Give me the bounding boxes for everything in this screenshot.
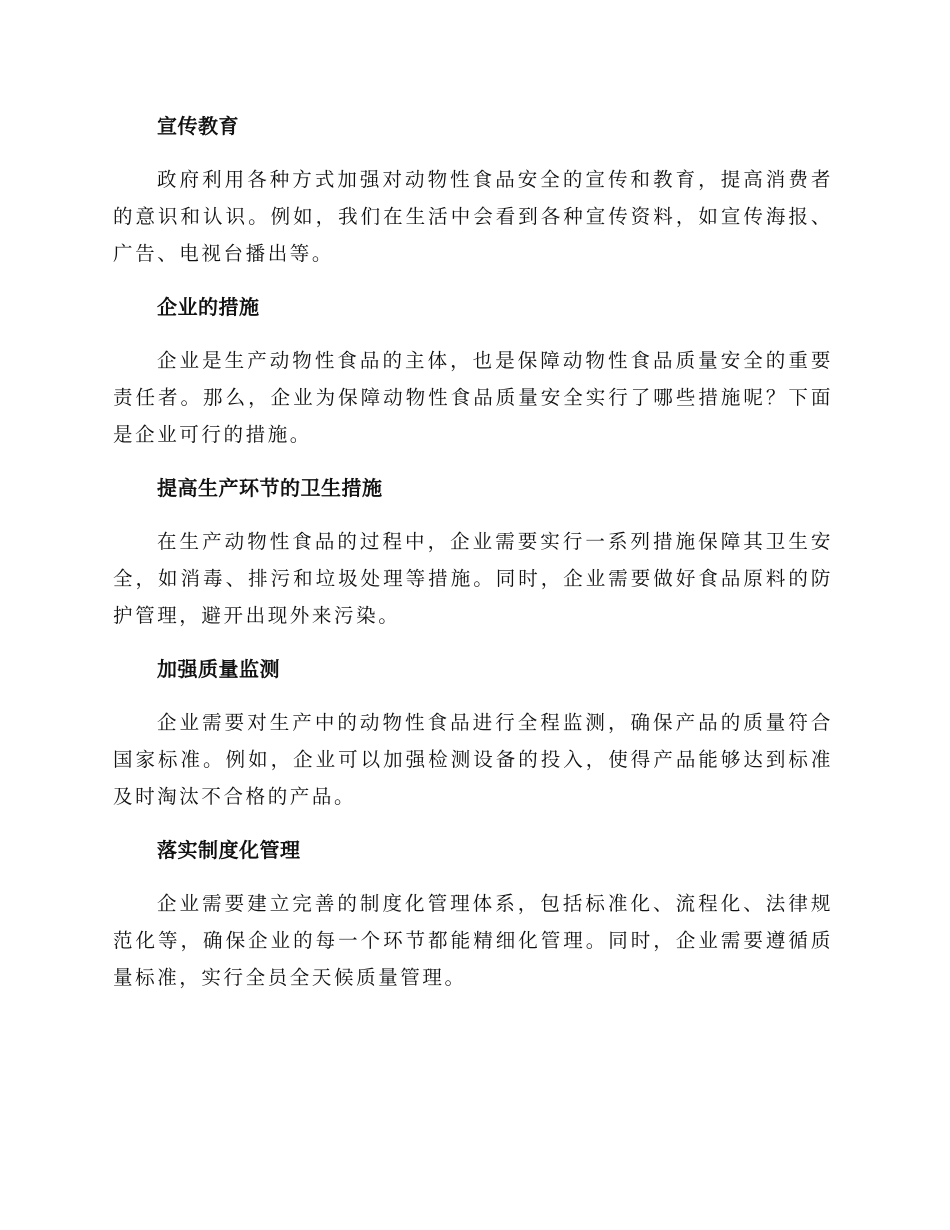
section-heading: 提高生产环节的卫生措施 bbox=[157, 476, 383, 500]
section-paragraph: 企业需要对生产中的动物性食品进行全程监测，确保产品的质量符合国家标准。例如，企业可以加强检测设备的投入，使得产品能够达到标准及时淘汰不合格的产品。 bbox=[113, 711, 833, 808]
section-hygiene-measures bbox=[113, 470, 833, 634]
section-heading: 企业的措施 bbox=[157, 295, 260, 319]
section-paragraph: 企业是生产动物性食品的主体，也是保障动物性食品质量安全的重要责任者。那么，企业为保障动物性食品质量安全实行了哪些措施呢？下面是企业可行的措施。 bbox=[113, 349, 833, 446]
section-paragraph: 政府利用各种方式加强对动物性食品安全的宣传和教育，提高消费者的意识和认识。例如，我们在生活中会看到各种宣传资料，如宣传海报、广告、电视台播出等。 bbox=[113, 168, 833, 265]
section-publicity-education bbox=[113, 108, 833, 272]
section-quality-monitoring bbox=[113, 651, 833, 815]
section-enterprise-measures bbox=[113, 289, 833, 453]
section-paragraph: 在生产动物性食品的过程中，企业需要实行一系列措施保障其卫生安全，如消毒、排污和垃圾处理等措施。同时，企业需要做好食品原料的防护管理，避开出现外来污染。 bbox=[113, 530, 833, 627]
section-paragraph: 企业需要建立完善的制度化管理体系，包括标准化、流程化、法律规范化等，确保企业的每一个环节都能精细化管理。同时，企业需要遵循质量标准，实行全员全天候质量管理。 bbox=[113, 892, 833, 989]
section-heading: 宣传教育 bbox=[157, 114, 239, 138]
section-institutional-management bbox=[113, 832, 833, 996]
section-heading: 落实制度化管理 bbox=[157, 838, 301, 862]
section-heading: 加强质量监测 bbox=[157, 657, 280, 681]
